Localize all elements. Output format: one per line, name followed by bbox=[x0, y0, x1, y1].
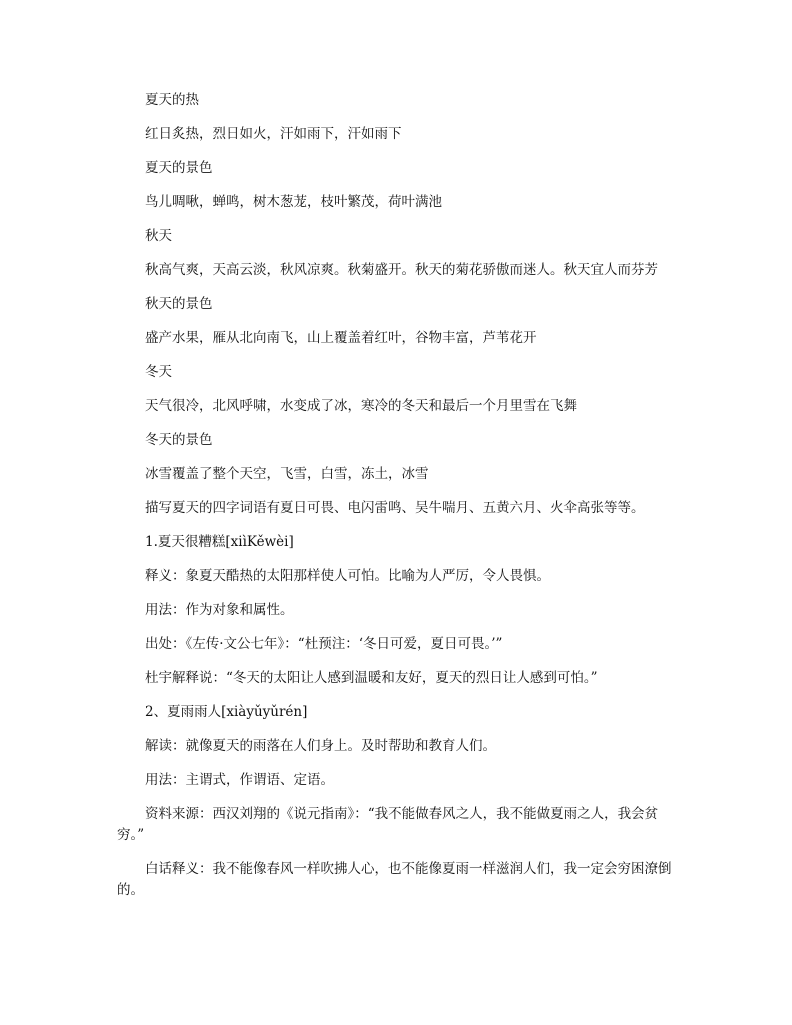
paragraph: 冰雪覆盖了整个天空，飞雪，白雪，冻土，冰雪 bbox=[145, 466, 429, 482]
paragraph: 2、夏雨雨人[xiàyǔyǔrén] bbox=[145, 704, 308, 720]
paragraph: 杜宇解释说：“冬天的太阳让人感到温暖和友好，夏天的烈日让人感到可怕。” bbox=[145, 670, 598, 686]
paragraph: 夏天的景色 bbox=[145, 160, 213, 176]
paragraph: 描写夏天的四字词语有夏日可畏、电闪雷鸣、吴牛喘月、五黄六月、火伞高张等等。 bbox=[145, 500, 645, 516]
paragraph: 出处：《左传·文公七年》：“杜预注：‘冬日可爱，夏日可畏。’” bbox=[145, 636, 503, 652]
paragraph: 天气很冷，北风呼啸，水变成了冰，寒冷的冬天和最后一个月里雪在飞舞 bbox=[145, 398, 577, 414]
paragraph: 秋天的景色 bbox=[145, 296, 213, 312]
paragraph: 解读：就像夏天的雨落在人们身上。及时帮助和教育人们。 bbox=[145, 738, 496, 754]
document-body bbox=[117, 90, 677, 914]
paragraph: 秋高气爽，天高云淡，秋风凉爽。秋菊盛开。秋天的菊花骄傲而迷人。秋天宜人而芬芳 bbox=[145, 262, 658, 278]
paragraph: 红日炙热，烈日如火，汗如雨下，汗如雨下 bbox=[145, 126, 402, 142]
paragraph: 秋天 bbox=[145, 228, 172, 244]
paragraph: 鸟儿啁啾，蝉鸣，树木葱茏，枝叶繁茂，荷叶满池 bbox=[145, 194, 442, 210]
paragraph: 冬天的景色 bbox=[145, 432, 213, 448]
paragraph: 1.夏天很糟糕[xiìKěwèi] bbox=[145, 534, 294, 550]
paragraph: 夏天的热 bbox=[145, 92, 199, 108]
paragraph: 用法：作为对象和属性。 bbox=[145, 602, 294, 618]
paragraph: 用法：主谓式，作谓语、定语。 bbox=[145, 772, 334, 788]
paragraph: 白话释义：我不能像春风一样吹拂人心，也不能像夏雨一样滋润人们，我一定会穷困潦倒的。 bbox=[117, 861, 672, 898]
paragraph: 冬天 bbox=[145, 364, 172, 380]
paragraph: 资料来源：西汉刘翔的《说元指南》：“我不能做春风之人，我不能做夏雨之人，我会贫穷。” bbox=[117, 806, 659, 843]
paragraph: 释义：象夏天酷热的太阳那样使人可怕。比喻为人严厉，令人畏惧。 bbox=[145, 568, 550, 584]
paragraph: 盛产水果，雁从北向南飞，山上覆盖着红叶，谷物丰富，芦苇花开 bbox=[145, 330, 537, 346]
